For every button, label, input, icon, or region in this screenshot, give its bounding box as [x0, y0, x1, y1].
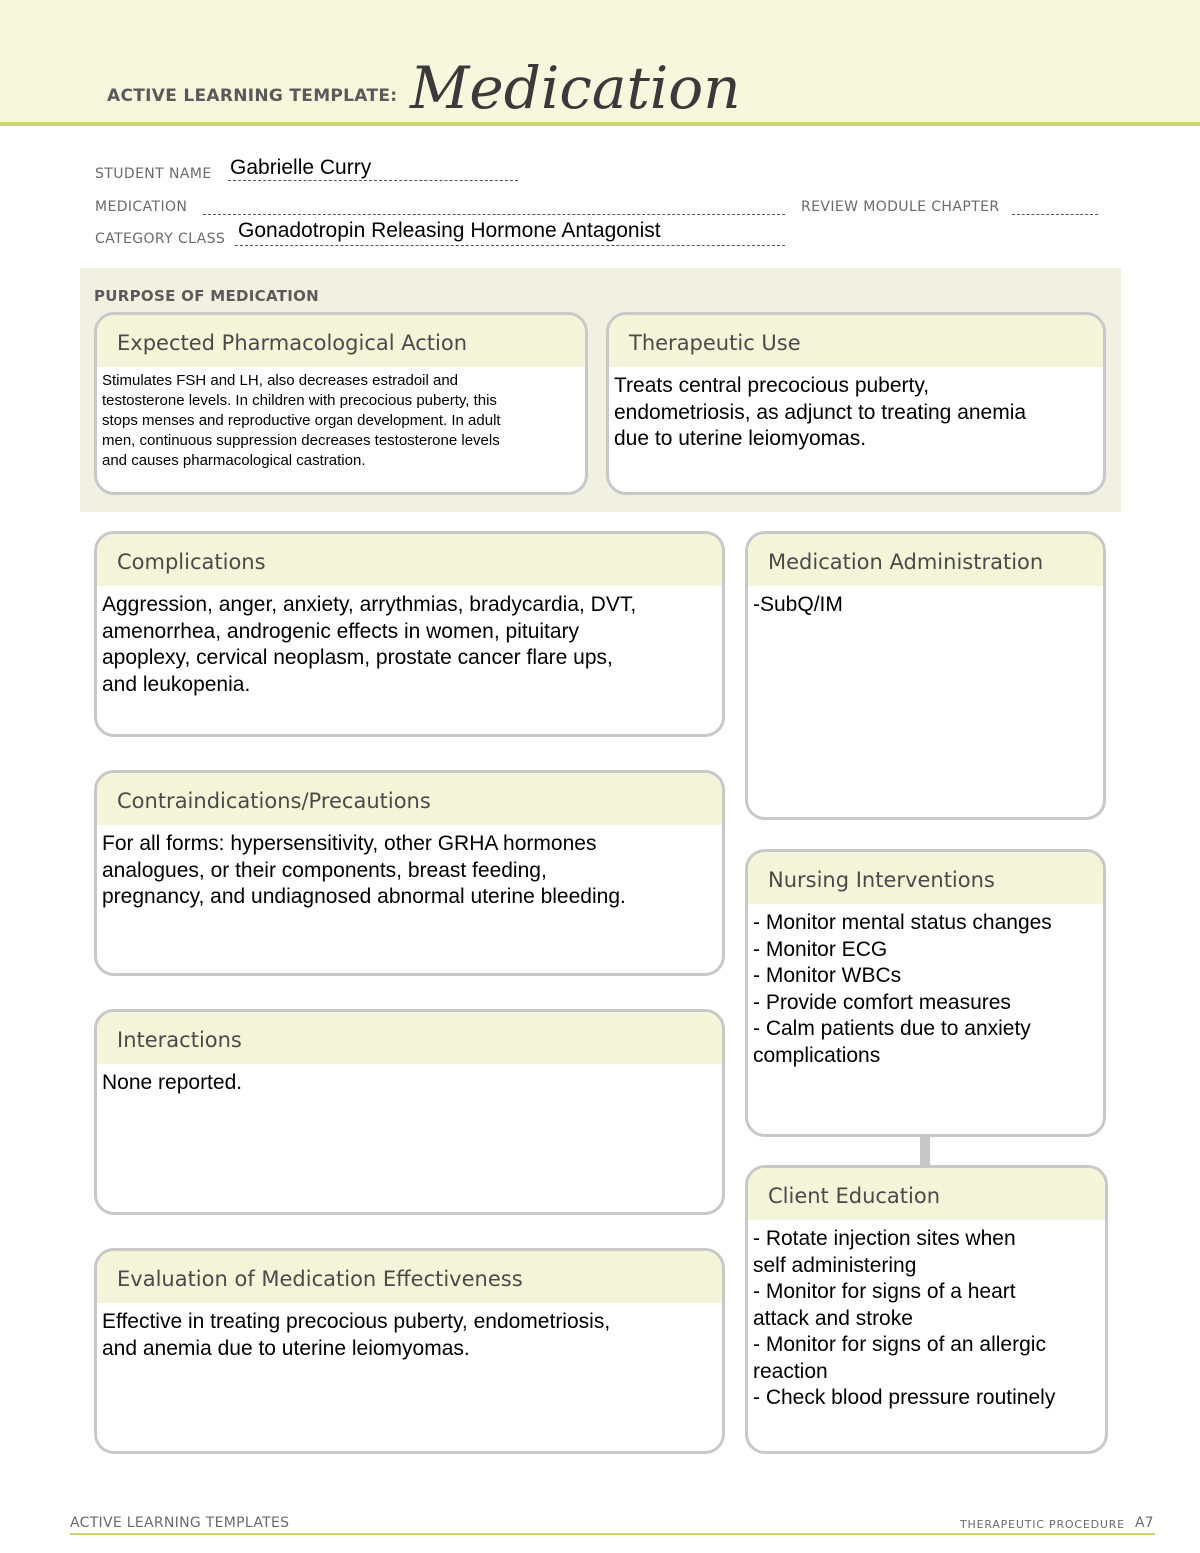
medication-label: MEDICATION [95, 199, 188, 215]
evaluation-heading: Evaluation of Medication Effectiveness [97, 1251, 722, 1303]
client-education-box [745, 1165, 1108, 1454]
footer-rule [70, 1533, 1155, 1535]
therapeutic-use-text[interactable]: Treats central precocious puberty, endometriosis, as adjunct to treating anemia due to uterine leiomyomas. [614, 374, 1027, 450]
client-education-heading: Client Education [748, 1168, 1105, 1220]
expected-action-text[interactable]: Stimulates FSH and LH, also decreases estradoil and testosterone levels. In children with precocious puberty, this stops menses and reproductive organ development. In adult men, continuous suppression decreases testosterone levels and causes pharmacological castration. [102, 372, 501, 469]
nursing-interventions-box [745, 849, 1106, 1137]
purpose-title: PURPOSE OF MEDICATION [94, 287, 320, 305]
interactions-box [94, 1009, 725, 1215]
evaluation-box [94, 1248, 725, 1454]
contraindications-heading: Contraindications/Precautions [97, 773, 722, 825]
medication-administration-heading: Medication Administration [748, 534, 1103, 586]
review-module-label: REVIEW MODULE CHAPTER [801, 199, 1000, 215]
interactions-text[interactable]: None reported. [102, 1071, 243, 1094]
header-rule [0, 122, 1200, 126]
category-class-line [235, 245, 785, 246]
medication-administration-box [745, 531, 1106, 820]
interactions-heading: Interactions [97, 1012, 722, 1064]
therapeutic-use-heading: Therapeutic Use [609, 315, 1103, 367]
expected-action-box [94, 312, 588, 495]
student-name-label: STUDENT NAME [95, 166, 212, 182]
client-education-text[interactable]: - Rotate injection sites when self administering - Monitor for signs of a heart attack and stroke - Monitor for signs of an allergic reaction - Check blood pressure routinely [753, 1227, 1056, 1409]
nursing-interventions-text[interactable]: - Monitor mental status changes - Monitor ECG - Monitor WBCs - Provide comfort measures - Calm patients due to anxiety complications [753, 911, 1052, 1067]
complications-text[interactable]: Aggression, anger, anxiety, arrythmias, bradycardia, DVT, amenorrhea, androgenic effects in women, pituitary apoplexy, cervical neoplasm, prostate cancer flare ups, and leukopenia. [102, 593, 637, 696]
page-title: Medication [410, 54, 741, 122]
category-class-field[interactable]: Gonadotropin Releasing Hormone Antagonist [238, 219, 661, 242]
connector-bar [920, 1136, 930, 1166]
nursing-interventions-heading: Nursing Interventions [748, 852, 1103, 904]
therapeutic-use-box [606, 312, 1106, 495]
footer-page-number: A7 [1135, 1515, 1154, 1531]
medication-administration-text[interactable]: -SubQ/IM [753, 593, 843, 616]
contraindications-box [94, 770, 725, 976]
category-class-label: CATEGORY CLASS [95, 231, 226, 247]
footer-left-label: ACTIVE LEARNING TEMPLATES [70, 1515, 290, 1531]
evaluation-text[interactable]: Effective in treating precocious puberty, endometriosis, and anemia due to uterine leiomyomas. [102, 1310, 611, 1360]
template-label: ACTIVE LEARNING TEMPLATE: [107, 86, 398, 106]
student-name-line [228, 180, 518, 181]
expected-action-heading: Expected Pharmacological Action [97, 315, 585, 367]
footer-right-label: THERAPEUTIC PROCEDURE [960, 1518, 1125, 1531]
complications-box [94, 531, 725, 737]
review-module-line [1012, 214, 1098, 215]
student-name-field[interactable]: Gabrielle Curry [230, 156, 372, 179]
complications-heading: Complications [97, 534, 722, 586]
medication-line [203, 214, 785, 215]
contraindications-text[interactable]: For all forms: hypersensitivity, other GRHA hormones analogues, or their components, breast feeding, pregnancy, and undiagnosed abnormal uterine bleeding. [102, 832, 626, 908]
